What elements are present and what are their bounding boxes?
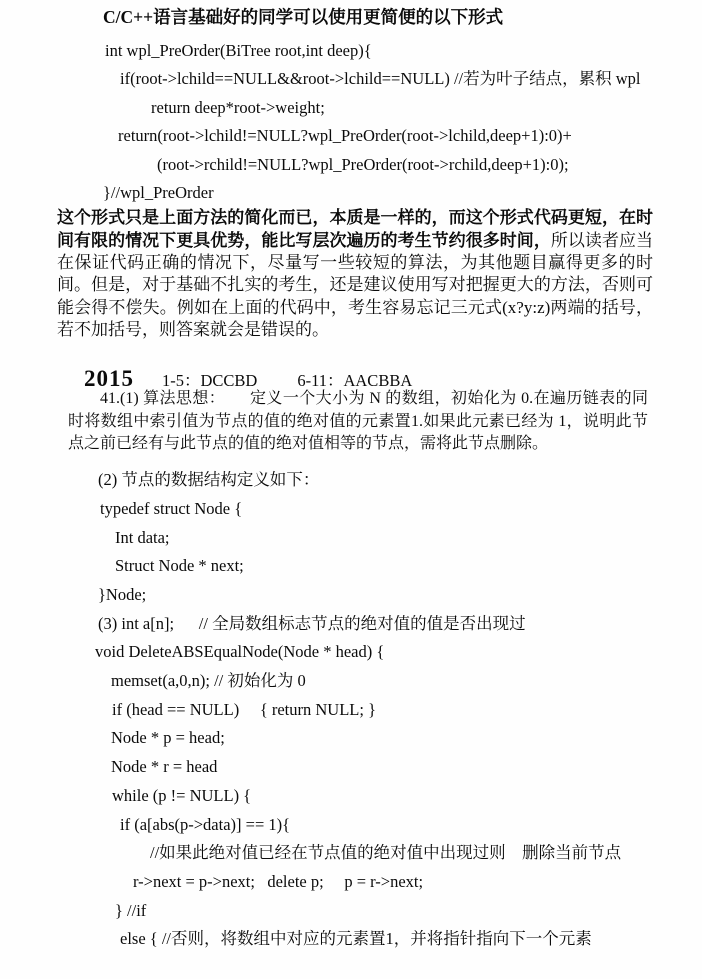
code-line-del-17: else { //否则，将数组中对应的元素置1，并将指针指向下一个元素 bbox=[120, 929, 592, 949]
answers-6-11: 6-11：AACBBA bbox=[297, 371, 413, 391]
code-line-wpl-4: return(root->lchild!=NULL?wpl_PreOrder(root->lchild,deep+1):0)+ bbox=[118, 126, 572, 146]
code-line-wpl-1: int wpl_PreOrder(BiTree root,int deep){ bbox=[105, 41, 372, 60]
wpl-code-block bbox=[0, 37, 702, 207]
year-heading: 2015 bbox=[84, 366, 134, 392]
code-line-wpl-2: if(root->lchild==NULL&&root->lchild==NULL) //若为叶子结点，累积 wpl bbox=[120, 69, 641, 89]
code-line-del-12: while (p != NULL) { bbox=[112, 785, 252, 805]
code-line-wpl-5: (root->rchild!=NULL?wpl_PreOrder(root->rchild,deep+1):0); bbox=[157, 154, 569, 174]
advice-paragraph-bold-text: 这个形式只是上面方法的简化而已，本质是一样的，而这个形式代码更短，在时间有限的情况下更具优势，能比写层次遍历的考生节约很多时间， bbox=[57, 208, 653, 250]
advice-paragraph bbox=[57, 207, 653, 341]
code-line-del-3: Int data; bbox=[115, 527, 170, 547]
code-line-del-2: typedef struct Node { bbox=[100, 498, 243, 518]
code-line-del-9: if (head == NULL) { return NULL; } bbox=[112, 699, 376, 719]
answers-1-5: 1-5：DCCBD bbox=[162, 371, 258, 391]
code-line-del-15: r->next = p->next; delete p; p = r->next; bbox=[133, 871, 424, 891]
code-line-del-13: if (a[abs(p->data)] == 1){ bbox=[120, 814, 291, 834]
advice-paragraph-regular-text: 所以读者应当在保证代码正确的情况下，尽量写一些较短的算法，为其他题目赢得更多的时间。但是，对于基础不扎实的考生，还是建议使用写对把握更大的方法，否则可能会得不偿失。例如在上面的代码中，考生容易忘记三元式(x?y:z)两端的括号，若不加括号，则答案就会是错误的。 bbox=[57, 230, 654, 339]
code-line-wpl-6: }//wpl_PreOrder bbox=[103, 183, 214, 203]
code-line-del-14: //如果此绝对值已经在节点值的绝对值中出现过则 删除当前节点 bbox=[150, 843, 622, 863]
q41-algorithm-paragraph: 41.(1) 算法思想： 定义一个大小为 N 的数组，初始化为 0.在遍历链表的同时将数组中索引值为节点的值的绝对值的元素置1.如果此元素已经为 1，说明此节点之前已经有与此节点的值的绝对值相等的节点，需将此节点删除。 bbox=[68, 390, 648, 452]
code-line-del-8: memset(a,0,n); // 初始化为 0 bbox=[111, 671, 306, 691]
code-line-del-5: }Node; bbox=[98, 584, 147, 604]
code-line-del-6: (3) int a[n]; // 全局数组标志节点的绝对值的值是否出现过 bbox=[98, 613, 526, 633]
code-line-del-10: Node * p = head; bbox=[111, 728, 225, 748]
code-line-del-16: } //if bbox=[115, 900, 147, 920]
section-heading-cpp: C/C++语言基础好的同学可以使用更简便的以下形式 bbox=[103, 7, 504, 27]
code-line-del-11: Node * r = head bbox=[111, 757, 218, 777]
code-line-del-7: void DeleteABSEqualNode(Node * head) { bbox=[95, 642, 385, 662]
delete-node-code-block bbox=[0, 466, 702, 954]
code-line-wpl-3: return deep*root->weight; bbox=[151, 97, 325, 117]
code-line-del-4: Struct Node * next; bbox=[115, 556, 244, 576]
answer-key-2015-line bbox=[68, 348, 702, 392]
code-line-del-1: (2) 节点的数据结构定义如下： bbox=[98, 470, 320, 490]
